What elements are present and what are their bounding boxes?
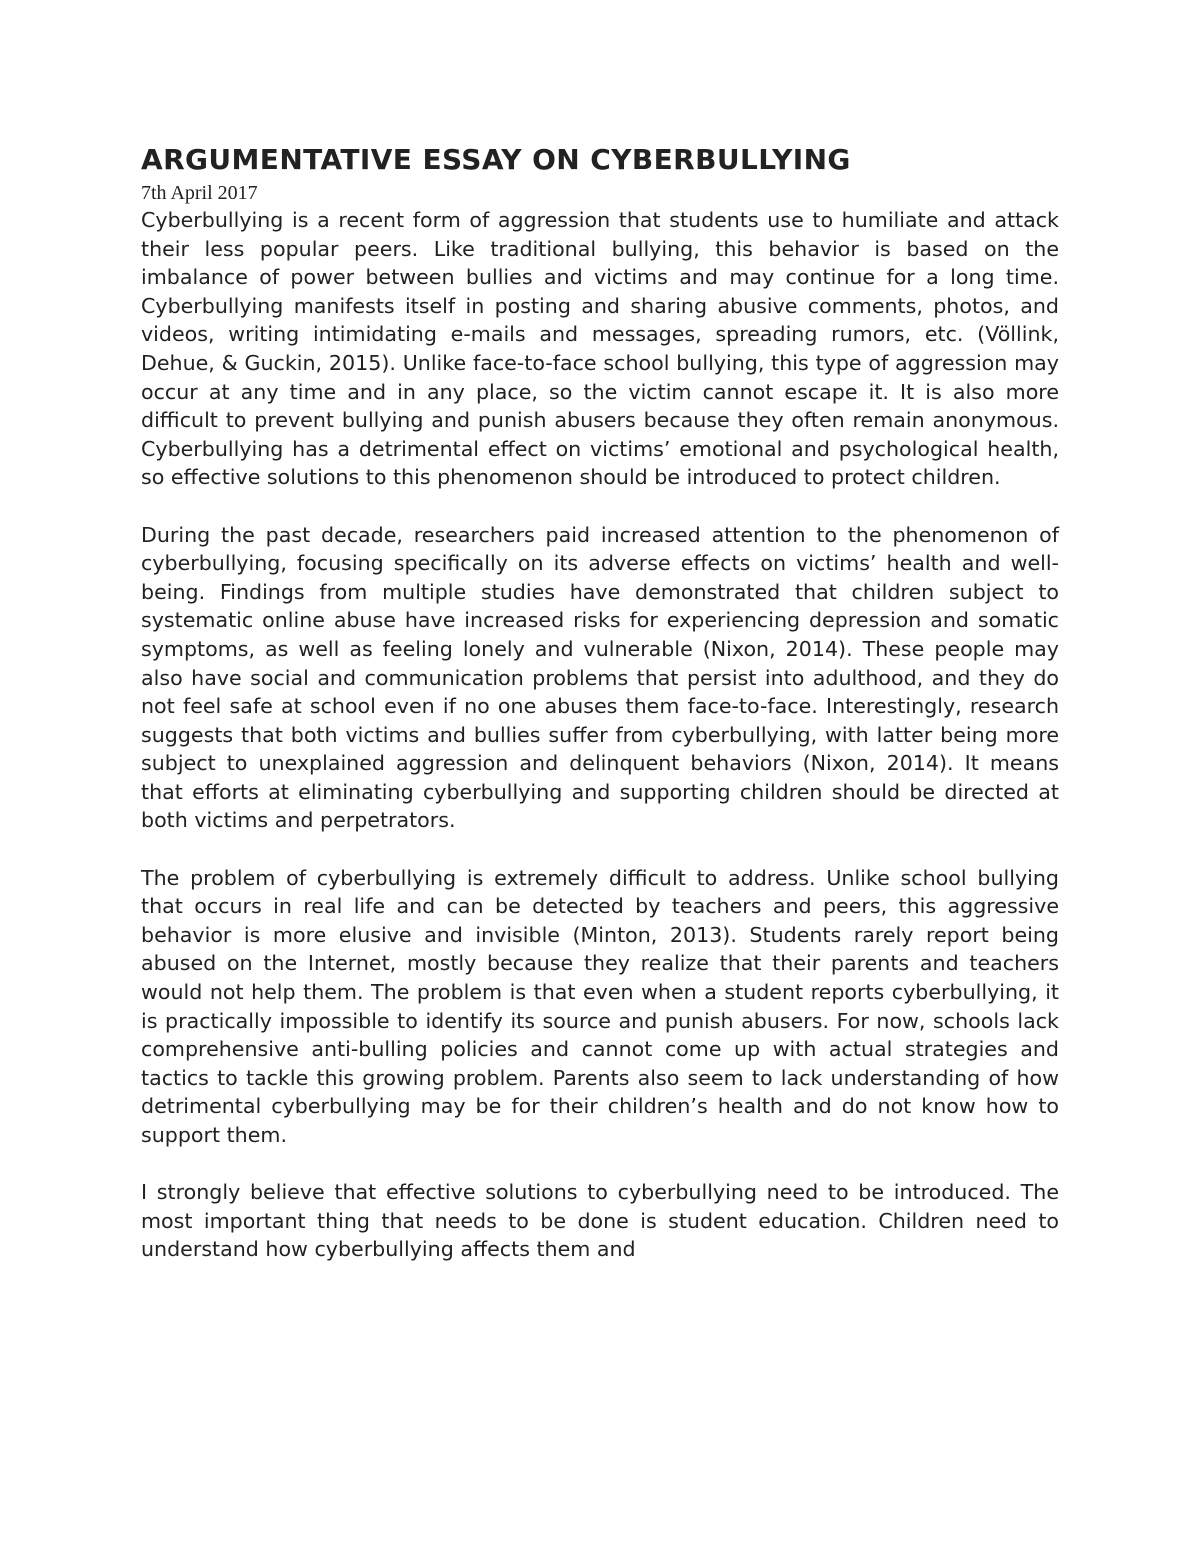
- paragraph-solutions: I strongly believe that effective solutions to cyberbullying need to be introduced. The most important thing that needs to be done is student education. Children need to understand how cyberbullying affects them and: [141, 1180, 1059, 1262]
- paragraph-problem: The problem of cyberbullying is extremely difficult to address. Unlike school bullying that occurs in real life and can be detected by teachers and peers, this aggressive behavior is more elusive and invisible (Minton, 2013). Students rarely report being abused on the Internet, mostly because they realize that their parents and teachers would not help them. The problem is that even when a student reports cyberbullying, it is practically impossible to identify its source and punish abusers. For now, schools lack comprehensive anti-bulling policies and cannot come up with actual strategies and tactics to tackle this growing problem. Parents also seem to lack understanding of how detrimental cyberbullying may be for their children’s health and do not know how to support them.: [141, 865, 1059, 1147]
- essay-body: [141, 140, 1059, 1264]
- essay-date: 7th April 2017: [141, 182, 258, 204]
- paragraph-research: During the past decade, researchers paid increased attention to the phenomenon of cyberbullying, focusing specifically on its adverse effects on victims’ health and well-being. Findings from multiple studies have demonstrated that children subject to systematic online abuse have increased risks for experiencing depression and somatic symptoms, as well as feeling lonely and vulnerable (Nixon, 2014). These people may also have social and communication problems that persist into adulthood, and they do not feel safe at school even if no one abuses them face-to-face. Interestingly, research suggests that both victims and bullies suffer from cyberbullying, with latter being more subject to unexplained aggression and delinquent behaviors (Nixon, 2014). It means that efforts at eliminating cyberbullying and supporting children should be directed at both victims and perpetrators.: [141, 522, 1059, 833]
- essay-title: ARGUMENTATIVE ESSAY ON CYBERBULLYING: [141, 143, 851, 176]
- paragraph-introduction: Cyberbullying is a recent form of aggression that students use to humiliate and attack their less popular peers. Like traditional bullying, this behavior is based on the imbalance of power between bullies and victims and may continue for a long time. Cyberbullying manifests itself in posting and sharing abusive comments, photos, and videos, writing intimidating e-mails and messages, spreading rumors, etc. (Völlink, Dehue, & Guckin, 2015). Unlike face-to-face school bullying, this type of aggression may occur at any time and in any place, so the victim cannot escape it. It is also more difficult to prevent bullying and punish abusers because they often remain anonymous. Cyberbullying has a detrimental effect on victims’ emotional and psychological health, so effective solutions to this phenomenon should be introduced to protect children.: [141, 208, 1059, 490]
